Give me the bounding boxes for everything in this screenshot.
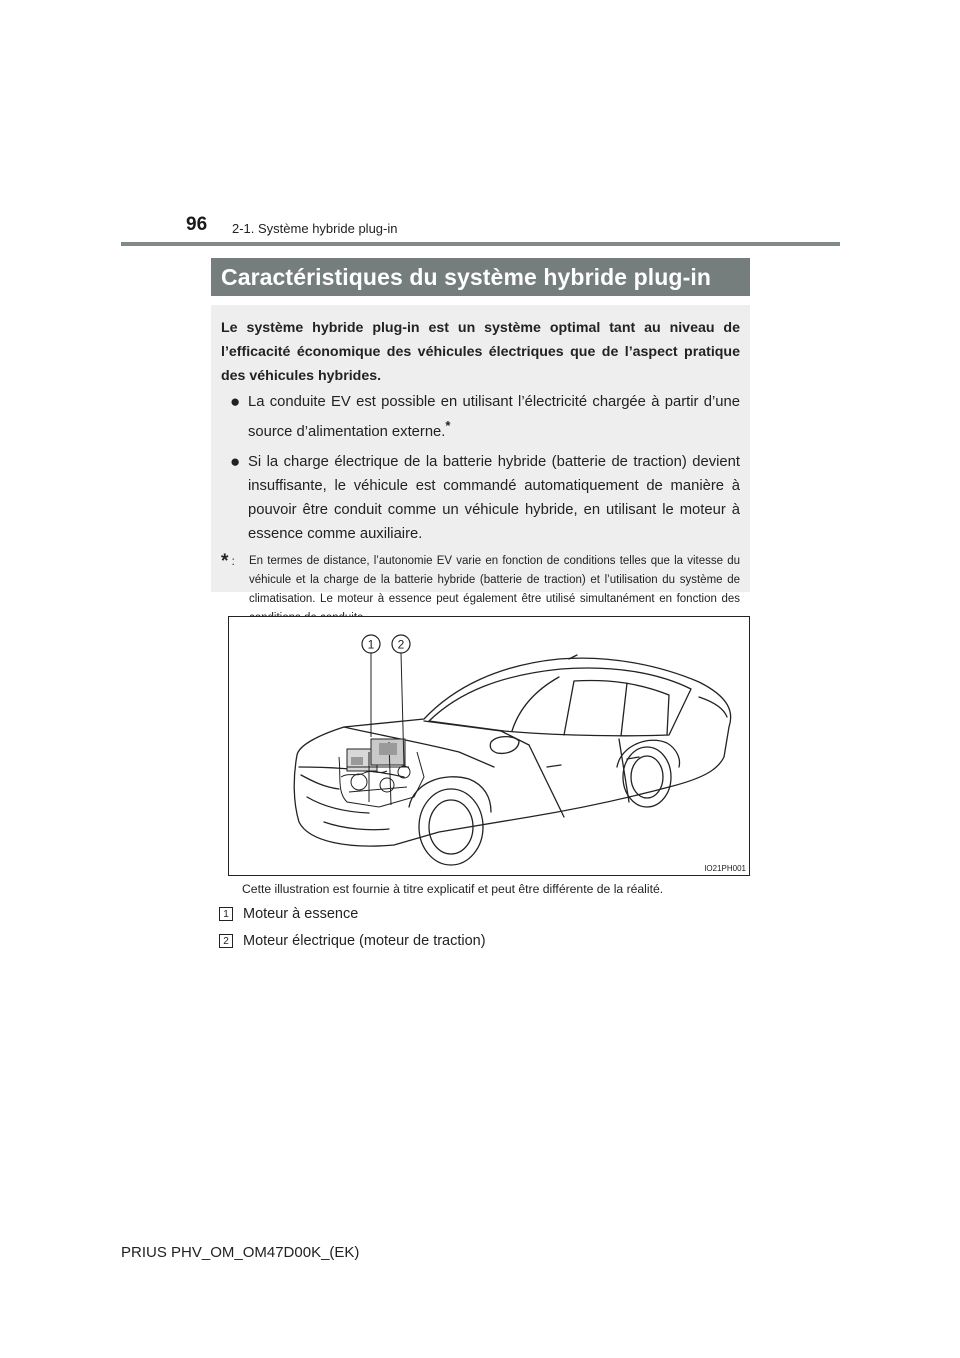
footnote-text: En termes de distance, l’autonomie EV varie en fonction de conditions telles que la vitesse du véhicule et la charge de la batterie hybride (batterie de traction) et l’utilisation du système de climatisation. Le moteur à essence peut également être utilisé simultanément en fonction des: [249, 555, 740, 605]
header-divider: [121, 242, 840, 246]
intro-text: Le système hybride plug-in est un système optimal tant au niveau de l’efficacité économique des véhicules électriques que de l’aspect pratique des véhicules hybrides.: [221, 320, 740, 384]
page-number: 96: [186, 214, 208, 235]
legend-number: 2: [219, 934, 233, 948]
car-illustration: [228, 616, 750, 876]
footer-document-code: PRIUS PHV_OM_OM47D00K_(EK): [121, 1244, 360, 1261]
info-box: [211, 305, 750, 605]
legend-number: 1: [219, 907, 233, 921]
section-title: Caractéristiques du système hybride plug-in: [211, 258, 750, 296]
callout-2: 2: [397, 637, 405, 652]
running-header: 2-1. Système hybride plug-in: [232, 221, 398, 236]
legend-label: Moteur à essence: [243, 906, 359, 922]
bullet-icon: ●: [230, 392, 241, 411]
list-item: [221, 450, 740, 546]
bullet-icon: ●: [230, 452, 241, 471]
callout-1: 1: [367, 637, 375, 652]
list-item-text: La conduite EV est possible en utilisant l’électricité chargée à partir d’une source d’alimentation externe.*: [248, 394, 740, 440]
legend-item-2: [219, 933, 486, 949]
list-item-text: Si la charge électrique de la batterie hybride (batterie de traction) devient insuffisante, le véhicule est commandé automatiquement de manière à pouvoir être conduit comme un véhicule hybride, en utilisant le moteur à essence comme auxiliaire.: [248, 454, 740, 542]
figure-code: IO21PH001: [704, 864, 746, 873]
bullet-list: [221, 390, 740, 546]
figure-caption: Cette illustration est fournie à titre explicatif et peut être différente de la réalité.: [242, 882, 664, 896]
legend-label: Moteur électrique (moteur de traction): [243, 933, 486, 949]
car-drawing: [229, 617, 749, 875]
footnote-reference: *: [445, 418, 451, 433]
legend-item-1: [219, 906, 358, 922]
footnote-marker: * :: [221, 551, 235, 572]
list-item: [221, 390, 740, 444]
